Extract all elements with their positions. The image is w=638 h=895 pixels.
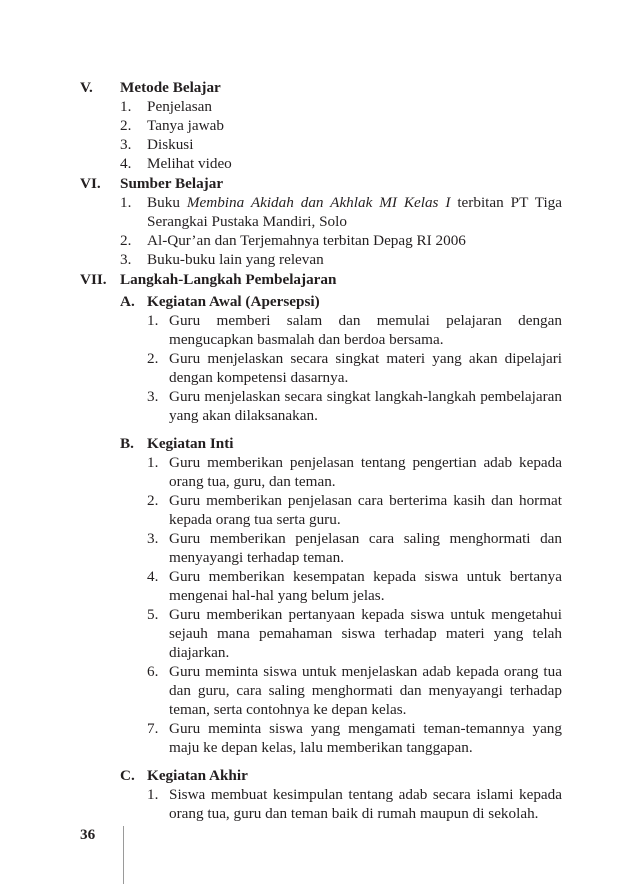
- item-number: 5.: [147, 606, 159, 623]
- item-text: Buku-buku lain yang relevan: [147, 251, 324, 268]
- list-item: [80, 719, 562, 757]
- page-number: 36: [80, 826, 96, 843]
- list-item: [80, 116, 562, 135]
- item-text: Guru memberikan penjelasan cara saling menghormati dan menyayangi terhadap teman.: [169, 530, 562, 566]
- activity-list: [80, 311, 562, 425]
- list-item: [80, 491, 562, 529]
- item-text: Guru memberi salam dan memulai pelajaran dengan mengucapkan basmalah dan berdoa bersama.: [169, 312, 562, 348]
- section-title: Langkah-Langkah Pembelajaran: [120, 271, 337, 288]
- footer-divider: [123, 826, 124, 884]
- subsection-letter: B.: [120, 435, 134, 452]
- item-number: 1.: [120, 98, 132, 115]
- item-number: 1.: [147, 454, 159, 471]
- item-number: 2.: [147, 492, 159, 509]
- item-text: Penjelasan: [147, 98, 212, 115]
- list-item: [80, 605, 562, 662]
- item-number: 6.: [147, 663, 159, 680]
- item-number: 2.: [147, 350, 159, 367]
- list-item: [80, 154, 562, 173]
- book-title: Membina Akidah dan Akhlak MI Kelas I: [186, 194, 451, 211]
- item-number: 4.: [120, 155, 132, 172]
- list-item: [80, 349, 562, 387]
- list-item: [80, 135, 562, 154]
- subsection-kegiatan-awal: [80, 292, 562, 425]
- list-item: [80, 567, 562, 605]
- section-langkah-pembelajaran: [80, 270, 562, 823]
- subsection-heading: [120, 292, 562, 311]
- list-item: [80, 387, 562, 425]
- item-number: 3.: [120, 136, 132, 153]
- item-text-suffix: terbitan PT Tiga Serangkai Pustaka Mandiri, Solo: [147, 194, 563, 230]
- subsection-letter: A.: [120, 293, 135, 310]
- item-text: Guru menjelaskan secara singkat langkah-langkah pembelajaran yang akan dilaksanakan.: [169, 388, 562, 424]
- item-number: 3.: [147, 388, 159, 405]
- activity-list: [80, 453, 562, 757]
- source-list: [80, 193, 562, 269]
- section-heading: [80, 270, 562, 289]
- item-text: Guru meminta siswa untuk menjelaskan adab kepada orang tua dan guru, cara saling menghormati dan menyayangi terhadap teman, serta contohnya ke depan kelas.: [169, 663, 562, 718]
- item-number: 7.: [147, 720, 159, 737]
- item-number: 3.: [120, 251, 132, 268]
- list-item: [80, 453, 562, 491]
- subsection-heading: [120, 434, 562, 453]
- subsection-title: Kegiatan Akhir: [147, 767, 248, 784]
- item-text: Guru memberikan pertanyaan kepada siswa untuk mengetahui sejauh mana pemahaman siswa terhadap materi yang telah diajarkan.: [169, 606, 562, 661]
- item-text: Al-Qur’an dan Terjemahnya terbitan Depag RI 2006: [147, 232, 466, 249]
- list-item: [80, 250, 562, 269]
- item-number: 2.: [120, 117, 132, 134]
- item-text: Guru menjelaskan secara singkat materi yang akan dipelajari dengan kompetensi dasarnya.: [169, 350, 562, 386]
- item-number: 2.: [120, 232, 132, 249]
- list-item: [80, 785, 562, 823]
- item-number: 3.: [147, 530, 159, 547]
- subsection-title: Kegiatan Inti: [147, 435, 234, 452]
- item-text: Siswa membuat kesimpulan tentang adab secara islami kepada orang tua, guru dan teman baik di rumah maupun di sekolah.: [169, 786, 562, 822]
- section-title: Metode Belajar: [120, 79, 221, 96]
- item-text: Guru memberikan penjelasan cara berterima kasih dan hormat kepada orang tua serta guru.: [169, 492, 562, 528]
- list-item: [80, 529, 562, 567]
- item-number: 1.: [120, 194, 132, 211]
- list-item: [80, 311, 562, 349]
- item-text-prefix: Buku: [147, 194, 187, 211]
- section-heading: [80, 78, 562, 97]
- item-number: 4.: [147, 568, 159, 585]
- section-number: VI.: [80, 175, 101, 192]
- section-heading: [80, 174, 562, 193]
- section-number: VII.: [80, 271, 107, 288]
- item-text: Guru memberikan kesempatan kepada siswa untuk bertanya mengenai hal-hal yang belum jelas.: [169, 568, 562, 604]
- section-sumber-belajar: [80, 174, 562, 269]
- section-metode-belajar: [80, 78, 562, 173]
- activity-list: [80, 785, 562, 823]
- section-title: Sumber Belajar: [120, 175, 224, 192]
- list-item: [80, 193, 562, 231]
- item-text: Melihat video: [147, 155, 232, 172]
- list-item: [80, 97, 562, 116]
- subsection-letter: C.: [120, 767, 135, 784]
- section-number: V.: [80, 79, 93, 96]
- subsection-kegiatan-inti: [80, 434, 562, 757]
- item-number: 1.: [147, 786, 159, 803]
- subsection-kegiatan-akhir: [80, 766, 562, 823]
- method-list: [80, 97, 562, 173]
- item-text: Diskusi: [147, 136, 194, 153]
- subsection-title: Kegiatan Awal (Apersepsi): [147, 293, 320, 310]
- list-item: [80, 662, 562, 719]
- list-item: [80, 231, 562, 250]
- item-number: 1.: [147, 312, 159, 329]
- item-text: Tanya jawab: [147, 117, 224, 134]
- item-text: Guru meminta siswa yang mengamati teman-temannya yang maju ke depan kelas, lalu memberikan tanggapan.: [169, 720, 562, 756]
- item-text: Guru memberikan penjelasan tentang pengertian adab kepada orang tua, guru, dan teman.: [169, 454, 562, 490]
- subsection-heading: [120, 766, 562, 785]
